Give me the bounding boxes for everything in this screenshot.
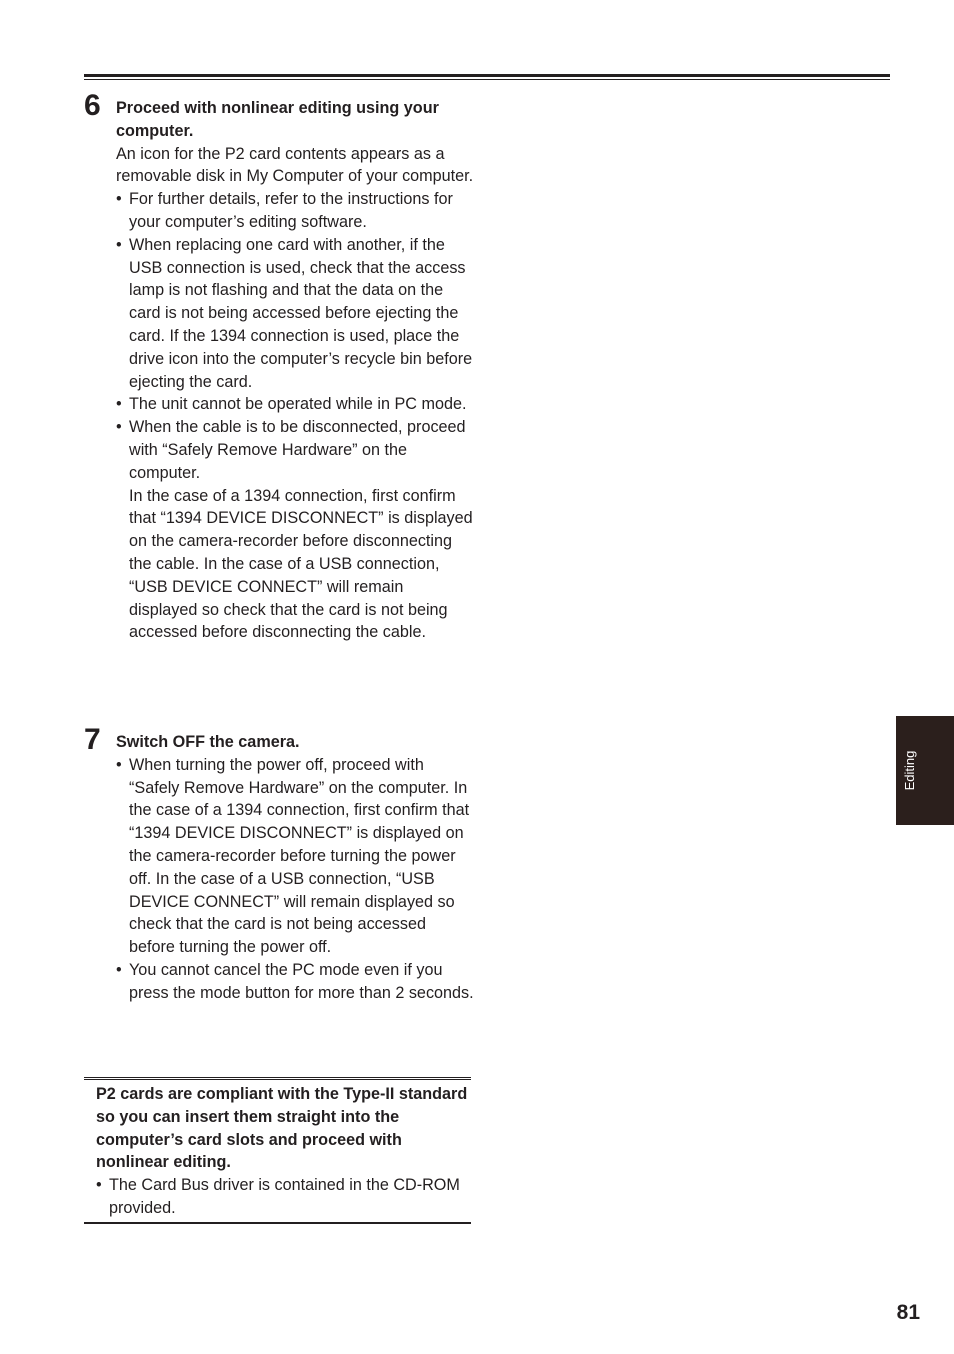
bullet-item [116, 234, 474, 394]
header-rule-thin [84, 79, 890, 80]
bullet-item [116, 188, 474, 234]
bullet-sub-paragraph: In the case of a 1394 connection, first confirm that “1394 DEVICE DISCONNECT” is displayed on the camera-recorder before disconnecting the cable. In the case of a USB connection, “USB DEVICE CONNECT” will remain displayed so check that the card is not being accessed before disconnecting the cable. [129, 486, 473, 642]
step-body [116, 725, 474, 1005]
bullet-text: For further details, refer to the instructions for your computer’s editing software. [129, 190, 453, 231]
bullet-item [116, 393, 474, 416]
bullet-item [116, 959, 474, 1005]
step-bullet-list [116, 188, 474, 644]
header-rule-thick [84, 74, 890, 77]
bullet-text: The unit cannot be operated while in PC mode. [129, 395, 467, 414]
section-tab-label: Editing [902, 750, 917, 791]
bullet-text: When the cable is to be disconnected, proceed with “Safely Remove Hardware” on the computer. [129, 418, 466, 482]
note-body [96, 1083, 471, 1220]
bullet-item [96, 1174, 471, 1220]
section-tab [896, 716, 954, 825]
bullet-text: The Card Bus driver is contained in the CD-ROM provided. [109, 1176, 460, 1217]
step-intro: An icon for the P2 card contents appears as a removable disk in My Computer of your computer. [116, 144, 474, 186]
page-number: 81 [896, 1301, 920, 1324]
step-6 [84, 91, 474, 644]
note-bullet-list [96, 1174, 471, 1220]
step-number: 6 [84, 89, 101, 122]
bullet-item [116, 416, 474, 644]
step-7 [84, 725, 474, 1005]
step-title: Switch OFF the camera. [116, 733, 300, 751]
bullet-item [116, 754, 474, 959]
step-title: Proceed with nonlinear editing using your computer. [116, 99, 439, 140]
bullet-text: When turning the power off, proceed with “Safely Remove Hardware” on the computer. In the case of a 1394 connection, first confirm that “1394 DEVICE DISCONNECT” is displayed on the camera-recorder before turning the power off. In the case of a USB connection, “USB DEVICE CONNECT” will remain displayed so check that the card is not being accessed before turning the power off. [129, 755, 470, 957]
note-title: P2 cards are compliant with the Type-II standard so you can insert them straight into the computer’s card slots and proceed with nonlinear editing. [96, 1085, 468, 1172]
step-number: 7 [84, 723, 101, 756]
step-bullet-list [116, 754, 474, 1005]
bullet-text: When replacing one card with another, if the USB connection is used, check that the access lamp is not flashing and that the data on the card is not being accessed before ejecting the card. If the 1394 connection is used, place the drive icon into the computer’s recycle bin before ejecting the card. [129, 235, 473, 391]
step-body [116, 91, 474, 644]
note-box [84, 1077, 471, 1224]
bullet-text: You cannot cancel the PC mode even if you press the mode button for more than 2 seconds. [129, 960, 474, 1002]
